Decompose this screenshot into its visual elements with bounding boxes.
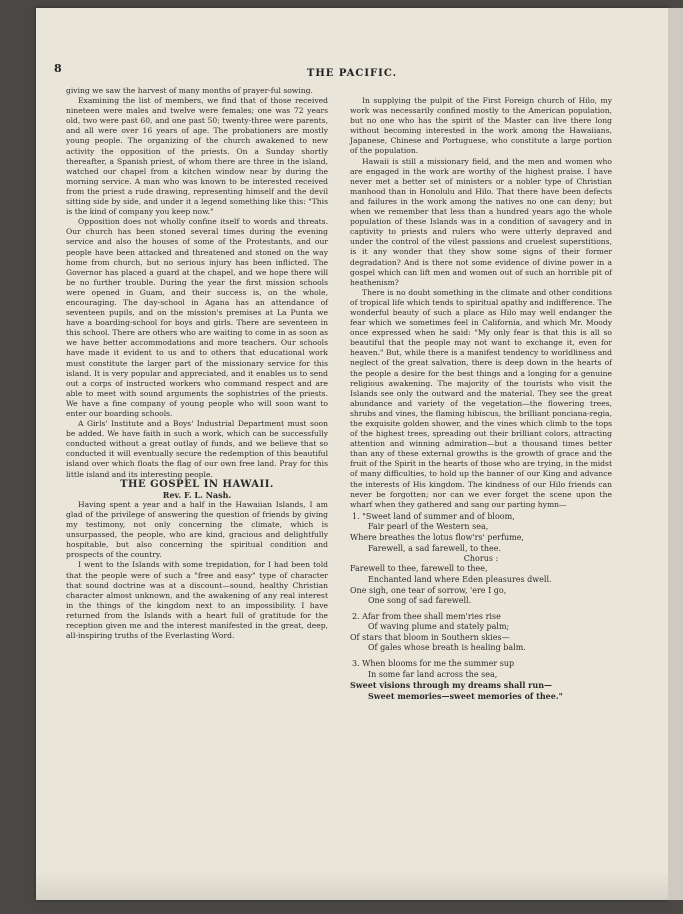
chorus-label: Chorus : xyxy=(463,554,499,564)
article-byline: Rev. F. L. Nash. xyxy=(162,489,232,500)
verse-line: 2. Afar from thee shall mem'ries rise xyxy=(352,611,501,621)
verse-line: 3. When blooms for me the summer sup xyxy=(352,659,515,669)
right-column xyxy=(350,96,612,701)
verse-line: Of stars that bloom in Southern skies— xyxy=(350,632,510,642)
hymn-verses-continued xyxy=(350,612,612,702)
paragraph: Hawaii is still a missionary field, and the men and women who are engaged in the work are worthy of the highest praise. I have never met a better set of ministers or a nobler type of Christian manhood than in Honolulu and Hilo. That there have been defects and failures in the work among the natives no one can deny; but when we remember that less than a hundred years ago the whole population of these Islands was in a condition of savagery and in captivity to priests and rulers who were utterly depraved and under the control of the vilest passions and cruelest superstitions, is it any wonder that they show some signs of their former degradation? And is there not some evidence of divine power in a gospel which can lift men and women out of such an horrible pit of heathenism? xyxy=(350,156,612,287)
paragraph: giving we saw the harvest of many months of prayer-ful sowing. xyxy=(66,86,313,95)
running-head: THE PACIFIC. xyxy=(306,68,398,79)
left-column xyxy=(66,86,328,641)
verse-line: Of waving plume and stately palm; xyxy=(368,622,510,632)
verse-line: Fair pearl of the Western sea, xyxy=(368,522,489,532)
verse-line: Sweet memories—sweet memories of thee." xyxy=(368,690,563,701)
article-title: THE GOSPEL IN HAWAII. xyxy=(120,478,274,490)
paragraph: Opposition does not wholly confine itself to words and threats. Our church has been stoned several times during the evening service and also the houses of some of the Protestants, and our people have been attacked and threatened and stoned on the way home from church, but no serious injury has been inflicted. The Governor has placed a guard at the chapel, and we hope there will be no further trouble. During the year the first mission schools were opened in Guam, and their success is, on the whole, encouraging. The day-school in Agana has an attendance of seventeen pupils, and on the mission's premises at La Punta we have a boarding-school for boys and girls. There are seventeen in this school. There are others who are waiting to come in as soon as we have better accommodations and more teachers. Our schools have made it evident to us and to others that educational work must constitute the larger part of the missionary service for this island. It is very popular and appreciated, and it enables us to send out a corps of instructed workers who command respect and are able to meet with sound arguments the sophistries of the priests. We have a fine company of young people who will soon want to enter our boarding schools. xyxy=(66,217,328,418)
paragraph: Having spent a year and a half in the Hawaiian Islands, I am glad of the privilege of answering the question of friends by giving my testimony, not only concerning the climate, which is unsurpassed, the people, who are kind, gracious and delightfully hospitable, but also concerning the spiritual condition and prospects of the country. xyxy=(66,499,328,560)
verse-line: One sigh, one tear of sorrow, 'ere I go, xyxy=(350,585,507,595)
paragraph: There is no doubt something in the climate and other conditions of tropical life which tends to spiritual apathy and indifference. The wonderful beauty of such a place as Hilo may well endanger the fear which we sometimes feel in California, and which Mr. Moody once expressed when he said: "My only fear is that this is all so beautiful that the people may not want to exchange it, even for heaven." But, while there is a manifest tendency to worldliness and neglect of the great salvation, there is deep down in the hearts of the people a desire for the best things and a longing for a genuine religious awakening. The majority of the tourists who visit the Islands see only the outward and the material. They see the great abundance and variety of the vegetation—the flowering trees, shrubs and vines, the flaming hibiscus, the brilliant ponciana-regia, the exquisite golden shower, and the vines which climb to the tops of the highest trees, spreading out their brilliant colors, attracting attention and winning admiration—but a thousand times better than any of these external growths is the growth of grace and the fruit of the Spirit in the hearts of those who are trying, in the midst of many difficulties, to hold up the banner of our King and advance the interests of His kingdom. The kindness of our Hilo friends can never be forgotten; nor can we ever forget the scene upon the wharf when they gathered and sang our parting hymn— xyxy=(350,287,612,509)
hymn-verses xyxy=(350,512,612,554)
verse-line: In some far land across the sea, xyxy=(368,669,498,679)
paragraph: A Girls' Institute and a Boys' Industrial Department must soon be added. We have faith in such a work, which can be successfully conducted without a great outlay of funds, and we believe that so conducted it will eventually secure the redemption of this beautiful island over which floats the flag of our own free land. Pray for this little island and its interesting people. xyxy=(66,419,328,479)
adjacent-page-edge xyxy=(668,8,683,900)
verse-line: One song of sad farewell. xyxy=(368,596,472,606)
paragraph: I went to the Islands with some trepidation, for I had been told that the people were of such a "free and easy" type of character that sound doctrine was at a discount—sound, healthy Christian character almost unknown, and the awakening of any real interest in the things of the kingdom next to an impossibility. I have returned from the Islands with a heart full of gratitude for the reception given me and the interest manifested in the great, deep, all-inspiring truths of the Everlasting Word. xyxy=(66,560,328,641)
page-shadow xyxy=(36,870,668,900)
verse-line: Enchanted land where Eden pleasures dwell. xyxy=(368,574,552,584)
paragraph: Examining the list of members, we find that of those received nineteen were males and twelve were females; one was 72 years old, two were past 60, and one past 50; twenty-three were parents, and all were over 16 years of age. The probationers are mostly young people. The organizing of the church awakened to new activity the opposition of the priests. On a Sunday shortly thereafter, a Spanish priest, of whom there are three in the island, watched our chapel from a kitchen window near by during the morning service. A man who was known to be interested received from the priest a rude drawing, representing himself and the devil sitting side by side, and under it a legend something like this: "This is the kind of company you keep now." xyxy=(66,96,328,217)
page-number: 8 xyxy=(54,62,62,75)
hymn-chorus xyxy=(350,564,612,606)
verse-line: Sweet visions through my dreams shall run— xyxy=(350,680,553,691)
verse-line: Farewell, a sad farewell, to thee. xyxy=(368,543,501,553)
document-page xyxy=(36,8,668,900)
verse-line: Of gales whose breath is healing balm. xyxy=(368,643,526,653)
verse-line: 1. "Sweet land of summer and of bloom, xyxy=(352,511,515,521)
verse-line: Where breathes the lotus flow'rs' perfume, xyxy=(350,533,524,543)
paragraph: In supplying the pulpit of the First Foreign church of Hilo, my work was necessarily confined mostly to the American population, but no one who has the spirit of the Master can live there long without becoming interested in the work among the Hawaiians, Japanese, Chinese and Portuguese, who constitute a large portion of the population. xyxy=(350,96,612,156)
verse-line: Farewell to thee, farewell to thee, xyxy=(350,564,488,574)
